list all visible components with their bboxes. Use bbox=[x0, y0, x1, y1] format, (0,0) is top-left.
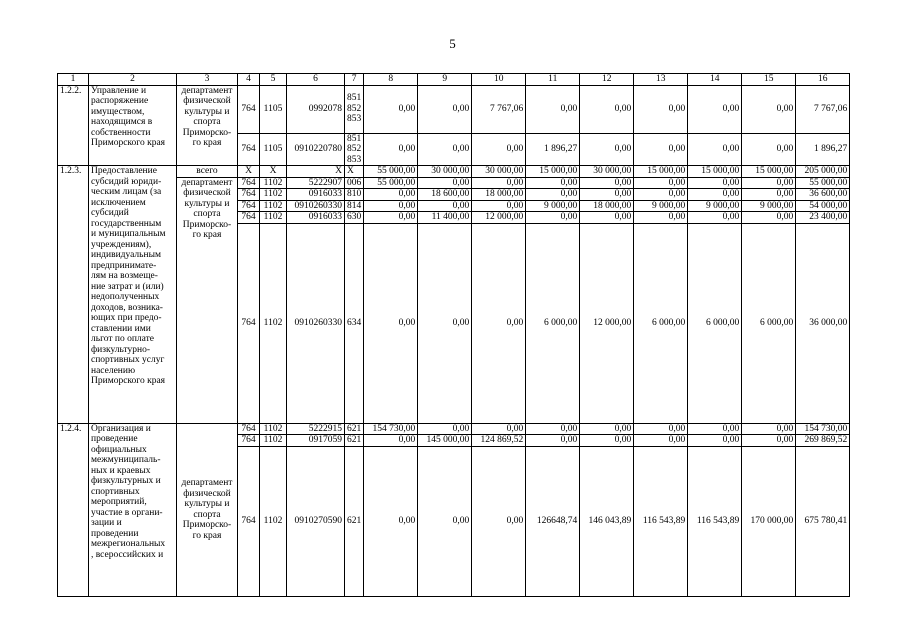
expense-type-cell: 630 bbox=[345, 212, 364, 224]
column-header: 13 bbox=[634, 74, 688, 86]
amount-cell: 12 000,00 bbox=[580, 223, 634, 423]
table-row bbox=[58, 166, 850, 178]
amount-cell: 36 000,00 bbox=[796, 223, 850, 423]
executor-line: Приморско- bbox=[182, 219, 232, 230]
amount-cell: 7 767,06 bbox=[472, 85, 526, 133]
column-header: 3 bbox=[177, 74, 238, 86]
column-header: 15 bbox=[742, 74, 796, 86]
amount-cell: 0,00 bbox=[418, 446, 472, 596]
amount-cell: 30 000,00 bbox=[580, 166, 634, 178]
amount-cell: 124 869,52 bbox=[472, 435, 526, 447]
item-name-line: физкультурно- bbox=[91, 344, 151, 355]
amount-cell: 0,00 bbox=[472, 177, 526, 189]
amount-cell: 55 000,00 bbox=[364, 166, 418, 178]
executor-line: физической bbox=[183, 188, 231, 198]
item-name-line: ющих при предо- bbox=[91, 313, 162, 323]
item-name-line: официальных bbox=[91, 444, 147, 455]
amount-cell: 9 000,00 bbox=[742, 200, 796, 212]
item-name-line: и муниципальным bbox=[91, 229, 166, 239]
item-name-line: зации и bbox=[91, 518, 122, 528]
item-name-line: спортивных bbox=[91, 486, 140, 497]
amount-cell: 0,00 bbox=[688, 189, 742, 201]
amount-cell: 0,00 bbox=[526, 85, 580, 133]
section-code-cell: 1102 bbox=[260, 177, 287, 189]
executor-line: спорта bbox=[193, 117, 221, 127]
column-header: 6 bbox=[287, 74, 345, 86]
item-name bbox=[89, 166, 177, 424]
executor-line: го края bbox=[192, 530, 222, 541]
amount-cell: 0,00 bbox=[688, 212, 742, 224]
column-header: 11 bbox=[526, 74, 580, 86]
amount-cell: 0,00 bbox=[364, 189, 418, 201]
amount-cell: 170 000,00 bbox=[742, 446, 796, 596]
amount-cell: 0,00 bbox=[742, 435, 796, 447]
amount-cell: 0,00 bbox=[634, 177, 688, 189]
section-code-cell: 1102 bbox=[260, 435, 287, 447]
executor-cell bbox=[177, 85, 238, 166]
expense-type-code: 852 bbox=[347, 103, 362, 114]
expense-type-code: 852 bbox=[347, 144, 362, 154]
item-number: 1.2.4. bbox=[58, 423, 89, 596]
amount-cell: 0,00 bbox=[688, 85, 742, 133]
item-name-line: Предоставление bbox=[91, 166, 157, 176]
amount-cell: 0,00 bbox=[364, 200, 418, 212]
expense-type-cell: 814 bbox=[345, 200, 364, 212]
amount-cell: 0,00 bbox=[688, 177, 742, 189]
item-name-line: спортивных услуг bbox=[91, 355, 165, 365]
amount-cell: 11 400,00 bbox=[418, 212, 472, 224]
amount-cell: 15 000,00 bbox=[742, 166, 796, 178]
amount-cell: 0,00 bbox=[580, 212, 634, 224]
amount-cell: 0,00 bbox=[634, 133, 688, 166]
target-article-cell: 0917059 bbox=[287, 435, 345, 447]
amount-cell: 23 400,00 bbox=[796, 212, 850, 224]
item-name bbox=[89, 85, 177, 166]
amount-cell: 126648,74 bbox=[526, 446, 580, 596]
amount-cell: 15 000,00 bbox=[526, 166, 580, 178]
expense-type-cell: 621 bbox=[345, 446, 364, 596]
table-row bbox=[58, 177, 850, 189]
amount-cell: 0,00 bbox=[526, 177, 580, 189]
amount-cell: 54 000,00 bbox=[796, 200, 850, 212]
section-code-cell: 1102 bbox=[260, 446, 287, 596]
grbs-cell: 764 bbox=[238, 446, 260, 596]
item-name-line: ческим лицам (за bbox=[91, 187, 162, 197]
expense-type-code: 851 bbox=[347, 133, 362, 144]
target-article-cell: 0910260330 bbox=[287, 200, 345, 212]
grbs-cell: 764 bbox=[238, 200, 260, 212]
grbs-cell: 764 bbox=[238, 177, 260, 189]
expense-type-cell: 006 bbox=[345, 177, 364, 189]
column-header: 14 bbox=[688, 74, 742, 86]
target-article-cell: 0910260330 bbox=[287, 223, 345, 423]
table-row bbox=[58, 423, 850, 435]
expense-type-cell: X bbox=[345, 166, 364, 178]
amount-cell: 0,00 bbox=[742, 177, 796, 189]
budget-table bbox=[57, 73, 850, 597]
executor-line: Приморско- bbox=[182, 127, 232, 138]
section-code-cell: 1102 bbox=[260, 423, 287, 435]
amount-cell: 0,00 bbox=[526, 212, 580, 224]
amount-cell: 116 543,89 bbox=[634, 446, 688, 596]
amount-cell: 18 000,00 bbox=[472, 189, 526, 201]
amount-cell: 6 000,00 bbox=[634, 223, 688, 423]
amount-cell: 146 043,89 bbox=[580, 446, 634, 596]
amount-cell: 36 600,00 bbox=[796, 189, 850, 201]
target-article-cell: X bbox=[287, 166, 345, 178]
item-name-line: , всероссийских и bbox=[91, 549, 164, 560]
item-name-line: индивидуальным bbox=[91, 250, 161, 260]
amount-cell: 269 869,52 bbox=[796, 435, 850, 447]
item-name-line: мероприятий, bbox=[91, 497, 147, 507]
executor-line: Приморско- bbox=[182, 520, 232, 530]
target-article-cell: 0916033 bbox=[287, 189, 345, 201]
target-article-cell: 0910270590 bbox=[287, 446, 345, 596]
amount-cell: 0,00 bbox=[580, 177, 634, 189]
item-name-line: Приморского края bbox=[91, 138, 166, 148]
amount-cell: 18 600,00 bbox=[418, 189, 472, 201]
amount-cell: 6 000,00 bbox=[526, 223, 580, 423]
target-article-cell: 0916033 bbox=[287, 212, 345, 224]
executor-line: спорта bbox=[193, 509, 221, 520]
amount-cell: 0,00 bbox=[364, 223, 418, 423]
executor-line: физической bbox=[183, 488, 231, 499]
section-code-cell: X bbox=[260, 166, 287, 178]
item-name-line: ние затрат и (или) bbox=[91, 281, 164, 292]
amount-cell: 0,00 bbox=[526, 189, 580, 201]
amount-cell: 7 767,06 bbox=[796, 85, 850, 133]
amount-cell: 0,00 bbox=[418, 423, 472, 435]
amount-cell: 0,00 bbox=[580, 85, 634, 133]
amount-cell: 0,00 bbox=[472, 446, 526, 596]
column-header: 7 bbox=[345, 74, 364, 86]
expense-type-cell: 634 bbox=[345, 223, 364, 423]
amount-cell: 0,00 bbox=[742, 423, 796, 435]
item-name-line: лям на возмеще- bbox=[91, 271, 158, 281]
amount-cell: 1 896,27 bbox=[526, 133, 580, 166]
amount-cell: 205 000,00 bbox=[796, 166, 850, 178]
amount-cell: 0,00 bbox=[418, 133, 472, 166]
amount-cell: 145 000,00 bbox=[418, 435, 472, 447]
amount-cell: 30 000,00 bbox=[472, 166, 526, 178]
header-row bbox=[58, 74, 850, 86]
item-name-line: учреждениям), bbox=[91, 239, 152, 250]
amount-cell: 18 000,00 bbox=[580, 200, 634, 212]
expense-type-cell: 621 bbox=[345, 423, 364, 435]
item-name-line: межрегиональных bbox=[91, 539, 166, 549]
section-code-cell: 1102 bbox=[260, 212, 287, 224]
amount-cell: 0,00 bbox=[472, 200, 526, 212]
amount-cell: 0,00 bbox=[364, 446, 418, 596]
expense-type-cell bbox=[345, 133, 364, 166]
executor-line: спорта bbox=[193, 209, 221, 219]
item-name-line: доходов, возника- bbox=[91, 302, 163, 313]
amount-cell: 0,00 bbox=[742, 133, 796, 166]
item-name-line: Приморского края bbox=[91, 376, 166, 386]
amount-cell: 0,00 bbox=[742, 85, 796, 133]
column-header: 4 bbox=[238, 74, 260, 86]
item-name-line: субсидий юриди- bbox=[91, 176, 162, 187]
section-code-cell: 1102 bbox=[260, 223, 287, 423]
item-name bbox=[89, 423, 177, 596]
amount-cell: 0,00 bbox=[580, 423, 634, 435]
target-article-cell: 0992078 bbox=[287, 85, 345, 133]
amount-cell: 0,00 bbox=[364, 133, 418, 166]
item-name-line: собственности bbox=[91, 127, 151, 138]
executor-line: го края bbox=[192, 138, 222, 148]
amount-cell: 0,00 bbox=[688, 133, 742, 166]
executor-line: культуры и bbox=[184, 499, 230, 509]
column-header: 9 bbox=[418, 74, 472, 86]
amount-cell: 6 000,00 bbox=[688, 223, 742, 423]
executor-cell bbox=[177, 423, 238, 596]
amount-cell: 12 000,00 bbox=[472, 212, 526, 224]
executor-line: го края bbox=[192, 230, 222, 240]
item-number: 1.2.2. bbox=[58, 85, 89, 166]
target-article-cell: 5222907 bbox=[287, 177, 345, 189]
item-name-line: проведение bbox=[91, 434, 138, 444]
amount-cell: 0,00 bbox=[418, 177, 472, 189]
item-name-line: государственным bbox=[91, 218, 162, 229]
item-name-line: межмуниципаль- bbox=[91, 455, 161, 465]
item-name-line: участие в органи- bbox=[91, 507, 163, 518]
amount-cell: 116 543,89 bbox=[688, 446, 742, 596]
page-number: 5 bbox=[449, 36, 456, 51]
target-article-cell: 0910220780 bbox=[287, 133, 345, 166]
executor-line: департамент bbox=[181, 177, 233, 188]
amount-cell: 0,00 bbox=[418, 200, 472, 212]
item-name-line: физкультурных и bbox=[91, 476, 161, 486]
expense-type-cell: 810 bbox=[345, 189, 364, 201]
executor-line: культуры и bbox=[184, 106, 230, 117]
column-header: 16 bbox=[796, 74, 850, 86]
item-name-line: Управление и bbox=[91, 85, 147, 96]
amount-cell: 0,00 bbox=[580, 435, 634, 447]
item-name-line: имуществом, bbox=[91, 106, 145, 117]
executor-line: департамент bbox=[181, 85, 233, 96]
amount-cell: 154 730,00 bbox=[364, 423, 418, 435]
amount-cell: 9 000,00 bbox=[526, 200, 580, 212]
item-name-line: проведении bbox=[91, 528, 139, 539]
amount-cell: 0,00 bbox=[472, 133, 526, 166]
item-name-line: населению bbox=[91, 365, 136, 376]
item-name-line: предпринимате- bbox=[91, 260, 157, 271]
grbs-cell: 764 bbox=[238, 435, 260, 447]
executor-line: физической bbox=[183, 96, 231, 106]
item-name-line: льгот по оплате bbox=[91, 334, 155, 344]
target-article-cell: 5222915 bbox=[287, 423, 345, 435]
amount-cell: 0,00 bbox=[580, 133, 634, 166]
column-header: 10 bbox=[472, 74, 526, 86]
amount-cell: 0,00 bbox=[742, 212, 796, 224]
amount-cell: 0,00 bbox=[364, 435, 418, 447]
amount-cell: 0,00 bbox=[634, 435, 688, 447]
expense-type-code: 851 bbox=[347, 93, 362, 104]
amount-cell: 15 000,00 bbox=[688, 166, 742, 178]
amount-cell: 154 730,00 bbox=[796, 423, 850, 435]
executor-total: всего bbox=[177, 166, 238, 178]
amount-cell: 0,00 bbox=[526, 435, 580, 447]
amount-cell: 0,00 bbox=[580, 189, 634, 201]
grbs-cell: 764 bbox=[238, 212, 260, 224]
column-header: 8 bbox=[364, 74, 418, 86]
amount-cell: 0,00 bbox=[418, 85, 472, 133]
amount-cell: 30 000,00 bbox=[418, 166, 472, 178]
amount-cell: 9 000,00 bbox=[634, 200, 688, 212]
section-code-cell: 1102 bbox=[260, 200, 287, 212]
amount-cell: 9 000,00 bbox=[688, 200, 742, 212]
amount-cell: 6 000,00 bbox=[742, 223, 796, 423]
grbs-cell: 764 bbox=[238, 85, 260, 133]
column-header: 5 bbox=[260, 74, 287, 86]
section-code-cell: 1105 bbox=[260, 133, 287, 166]
item-name-line: ных и краевых bbox=[91, 465, 151, 476]
amount-cell: 0,00 bbox=[634, 189, 688, 201]
grbs-cell: 764 bbox=[238, 223, 260, 423]
executor-line: культуры и bbox=[184, 198, 230, 209]
amount-cell: 0,00 bbox=[688, 423, 742, 435]
item-name-line: Организация и bbox=[91, 423, 151, 434]
item-number: 1.2.3. bbox=[58, 166, 89, 424]
column-header: 2 bbox=[89, 74, 177, 86]
amount-cell: 0,00 bbox=[688, 435, 742, 447]
amount-cell: 0,00 bbox=[364, 212, 418, 224]
expense-type-code: 853 bbox=[347, 154, 362, 165]
expense-type-cell bbox=[345, 85, 364, 133]
grbs-cell: 764 bbox=[238, 423, 260, 435]
amount-cell: 0,00 bbox=[472, 423, 526, 435]
executor-line: департамент bbox=[181, 478, 233, 488]
item-name-line: находящимся в bbox=[91, 117, 153, 127]
amount-cell: 55 000,00 bbox=[364, 177, 418, 189]
amount-cell: 55 000,00 bbox=[796, 177, 850, 189]
amount-cell: 0,00 bbox=[742, 189, 796, 201]
amount-cell: 675 780,41 bbox=[796, 446, 850, 596]
amount-cell: 0,00 bbox=[472, 223, 526, 423]
amount-cell: 0,00 bbox=[418, 223, 472, 423]
section-code-cell: 1102 bbox=[260, 189, 287, 201]
amount-cell: 0,00 bbox=[634, 85, 688, 133]
amount-cell: 0,00 bbox=[634, 423, 688, 435]
item-name-line: исключением bbox=[91, 197, 146, 208]
column-header: 1 bbox=[58, 74, 89, 86]
amount-cell: 0,00 bbox=[364, 85, 418, 133]
executor-cell bbox=[177, 177, 238, 423]
grbs-cell: 764 bbox=[238, 189, 260, 201]
amount-cell: 0,00 bbox=[634, 212, 688, 224]
column-header: 12 bbox=[580, 74, 634, 86]
item-name-line: распоряжение bbox=[91, 96, 149, 106]
item-name-line: ставлении ими bbox=[91, 323, 151, 334]
expense-type-code: 853 bbox=[347, 114, 362, 125]
expense-type-cell: 621 bbox=[345, 435, 364, 447]
item-name-line: недополученных bbox=[91, 292, 160, 302]
grbs-cell: X bbox=[238, 166, 260, 178]
section-code-cell: 1105 bbox=[260, 85, 287, 133]
grbs-cell: 764 bbox=[238, 133, 260, 166]
amount-cell: 15 000,00 bbox=[634, 166, 688, 178]
table-row bbox=[58, 85, 850, 133]
amount-cell: 1 896,27 bbox=[796, 133, 850, 166]
item-name-line: субсидий bbox=[91, 208, 129, 218]
amount-cell: 0,00 bbox=[526, 423, 580, 435]
